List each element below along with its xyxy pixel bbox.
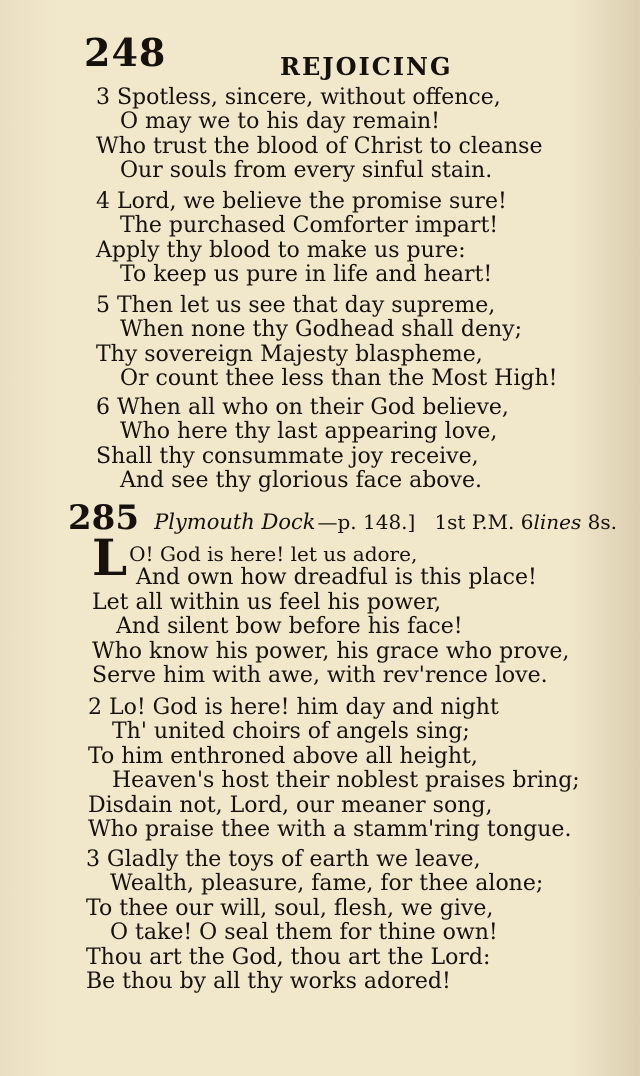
verse-line: To keep us pure in life and heart! xyxy=(120,262,493,288)
verse-line: O may we to his day remain! xyxy=(120,109,441,135)
verse-line: To him enthroned above all height, xyxy=(88,743,478,769)
verse-line: Heaven's host their noblest praises bring; xyxy=(112,768,580,794)
meter xyxy=(434,510,617,534)
tune-name: Plymouth Dock xyxy=(154,510,316,534)
verse-line: To thee our will, soul, flesh, we give, xyxy=(86,895,494,921)
hymn-number: 285 xyxy=(68,498,139,538)
previous-hymn-verse-4 xyxy=(96,190,566,288)
page-number: 248 xyxy=(84,30,167,75)
verse-line: Who praise thee with a stamm'ring tongue. xyxy=(88,817,572,843)
verse-line: Who trust the blood of Christ to cleanse xyxy=(96,133,543,159)
verse-line: Be thou by all thy works adored! xyxy=(86,969,451,995)
verse-line: O! God is here! let us adore, xyxy=(129,542,418,566)
running-head: REJOICING xyxy=(280,52,453,81)
verse-line: Apply thy blood to make us pure: xyxy=(96,237,466,263)
previous-hymn-verse-3 xyxy=(96,86,566,184)
verse-line: Disdain not, Lord, our meaner song, xyxy=(88,792,493,818)
verse-line: And see thy glorious face above. xyxy=(120,468,482,494)
verse-line: 6 When all who on their God believe, xyxy=(96,395,509,420)
verse-line: Our souls from every sinful stain. xyxy=(120,158,493,184)
verse-line: O take! O seal them for thine own! xyxy=(110,920,498,946)
verse-line: Who know his power, his grace who prove, xyxy=(92,638,570,664)
verse-line: And own how dreadful is this place! xyxy=(136,565,537,591)
hymn-verse-3 xyxy=(86,848,556,994)
hymn-verse-1 xyxy=(92,528,570,689)
meter-lines: lines xyxy=(533,510,582,534)
verse-line: Th' united choirs of angels sing; xyxy=(112,719,470,745)
verse-line: Thou art the God, thou art the Lord: xyxy=(86,944,491,970)
verse-line: And silent bow before his face! xyxy=(116,614,463,640)
verse-line: Serve him with awe, with rev'rence love. xyxy=(92,663,548,689)
verse-line: 4 Lord, we believe the promise sure! xyxy=(96,189,507,214)
verse-line: Wealth, pleasure, fame, for thee alone; xyxy=(110,871,544,897)
page-header xyxy=(84,30,554,80)
meter-prefix: 1st P.M. 6 xyxy=(434,510,534,534)
hymn-verse-2 xyxy=(88,695,580,843)
verse-line: 2 Lo! God is here! him day and night xyxy=(88,695,499,720)
hymn-heading xyxy=(68,498,628,538)
verse-line: The purchased Comforter impart! xyxy=(120,213,499,239)
verse-line: Let all within us feel his power, xyxy=(92,589,442,615)
verse-line: Or count thee less than the Most High! xyxy=(120,366,558,392)
verse-line: When none thy Godhead shall deny; xyxy=(120,317,523,343)
verse-line: Shall thy consummate joy receive, xyxy=(96,443,479,469)
drop-cap: L xyxy=(92,528,128,587)
meter-suffix: 8s. xyxy=(581,510,617,534)
verse-line: 3 Gladly the toys of earth we leave, xyxy=(86,847,481,872)
previous-hymn-verse-5 xyxy=(96,294,566,392)
tune-reference: —p. 148.] xyxy=(317,510,416,534)
verse-line: 3 Spotless, sincere, without offence, xyxy=(96,85,501,110)
verse-line: Who here thy last appearing love, xyxy=(120,419,498,445)
previous-hymn-verse-6 xyxy=(96,396,566,494)
verse-line: Thy sovereign Majesty blaspheme, xyxy=(96,341,483,367)
verse-line: 5 Then let us see that day supreme, xyxy=(96,293,496,318)
